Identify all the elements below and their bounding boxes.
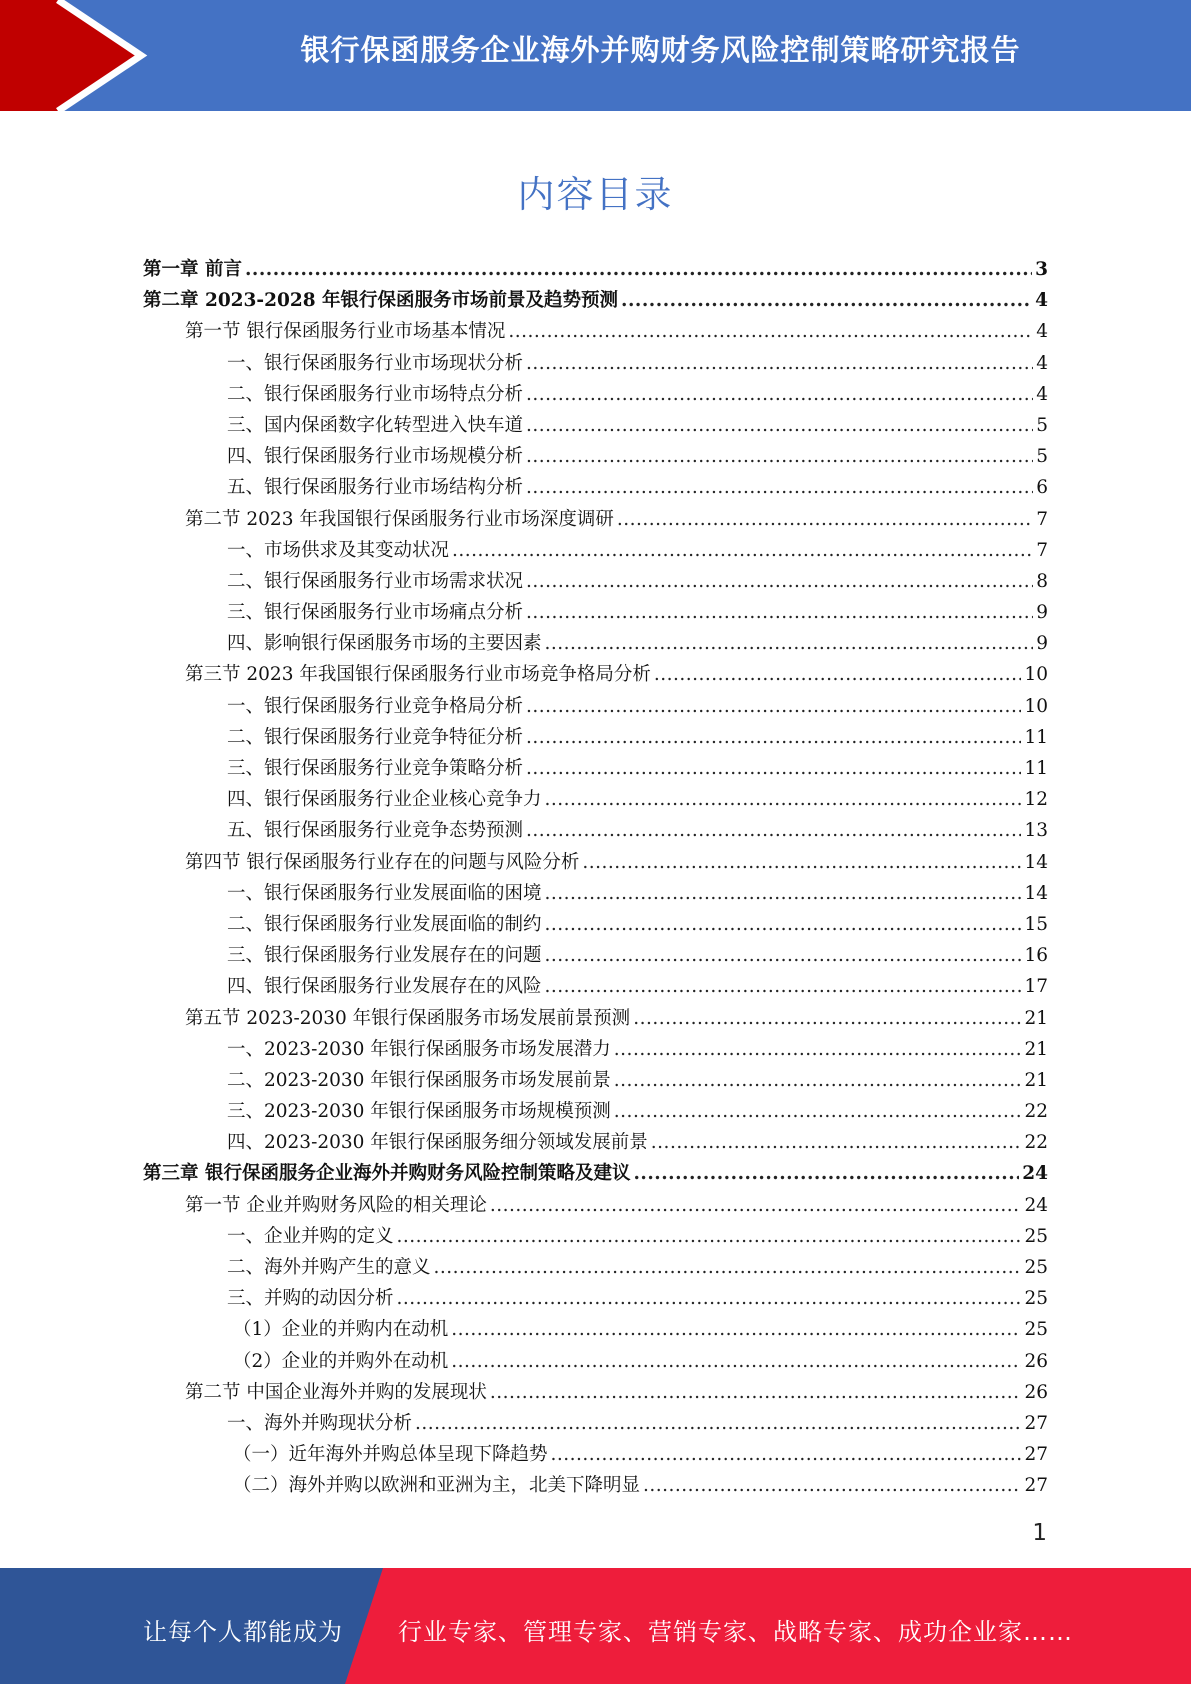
toc-entry-page: 14 <box>1024 882 1048 904</box>
toc-dot-leader <box>526 566 1033 597</box>
toc-entry-label: 二、海外并购产生的意义 <box>227 1257 431 1278</box>
toc-dot-leader <box>654 659 1022 690</box>
toc-entry-label: 三、2023-2030 年银行保函服务市场规模预测 <box>227 1101 611 1123</box>
toc-dot-leader <box>621 285 1032 316</box>
toc-entry-page: 12 <box>1024 789 1048 811</box>
toc-entry[interactable] <box>143 1190 1048 1221</box>
toc-entry-page: 16 <box>1024 945 1048 967</box>
toc-entry[interactable] <box>143 878 1048 909</box>
toc-entry-label: 第三章 银行保函服务企业海外并购财务风险控制策略及建议 <box>143 1163 631 1185</box>
toc-dot-leader <box>633 1003 1021 1034</box>
toc-entry-label: 三、银行保函服务行业竞争策略分析 <box>227 758 524 779</box>
toc-entry[interactable] <box>143 909 1048 940</box>
toc-entry[interactable] <box>143 348 1048 379</box>
toc-dot-leader <box>614 1096 1022 1127</box>
toc-entry-page: 25 <box>1024 1288 1048 1310</box>
toc-dot-leader <box>651 1127 1022 1158</box>
toc-entry-label: 一、银行保函服务行业市场现状分析 <box>227 352 524 374</box>
toc-dot-leader <box>643 1470 1021 1501</box>
toc-entry-page: 15 <box>1024 913 1048 935</box>
toc-dot-leader <box>397 1283 1022 1314</box>
report-title: 银行保函服务企业海外并购财务风险控制策略研究报告 <box>300 33 1021 67</box>
toc-entry[interactable] <box>143 1003 1048 1034</box>
toc-entry[interactable] <box>143 410 1048 441</box>
toc-entry[interactable] <box>143 1283 1048 1314</box>
toc-entry[interactable] <box>143 441 1048 472</box>
toc-entry-label: 三、银行保函服务行业发展存在的问题 <box>227 945 542 967</box>
toc-entry[interactable] <box>143 535 1048 566</box>
toc-entry[interactable] <box>143 815 1048 846</box>
toc-entry-page: 5 <box>1036 414 1048 436</box>
toc-entry-label: （二）海外并购以欧洲和亚洲为主，北美下降明显 <box>233 1475 641 1497</box>
toc-entry-page: 27 <box>1024 1412 1048 1434</box>
toc-dot-leader <box>551 1439 1022 1470</box>
toc-entry[interactable] <box>143 1034 1048 1065</box>
toc-entry-page: 26 <box>1024 1381 1048 1403</box>
toc-dot-leader <box>526 348 1033 379</box>
toc-entry[interactable] <box>143 1439 1048 1470</box>
toc-entry-page: 9 <box>1036 633 1048 655</box>
toc-entry-label: 二、银行保函服务行业市场需求状况 <box>227 570 524 592</box>
toc-entry-label: 二、银行保函服务行业发展面临的制约 <box>227 913 542 935</box>
toc-dot-leader <box>545 971 1022 1002</box>
toc-entry-page: 17 <box>1024 976 1048 998</box>
toc-entry-page: 24 <box>1024 1194 1048 1216</box>
toc-entry-page: 25 <box>1024 1257 1048 1278</box>
toc-dot-leader <box>526 441 1033 472</box>
toc-dot-leader <box>526 597 1033 628</box>
table-of-contents <box>143 254 1048 1502</box>
toc-entry-label: 三、国内保函数字化转型进入快车道 <box>227 414 524 436</box>
toc-entry-page: 21 <box>1024 1038 1048 1060</box>
toc-entry[interactable] <box>143 1377 1048 1408</box>
toc-entry-label: 二、银行保函服务行业市场特点分析 <box>227 383 524 405</box>
toc-dot-leader <box>633 1158 1019 1189</box>
toc-entry-page: 27 <box>1024 1444 1048 1466</box>
toc-entry-label: （1）企业的并购内在动机 <box>233 1319 449 1341</box>
toc-entry-page: 11 <box>1024 758 1048 779</box>
toc-entry[interactable] <box>143 1470 1048 1501</box>
toc-dot-leader <box>526 472 1033 503</box>
toc-entry-label: 第二节 2023 年我国银行保函服务行业市场深度调研 <box>185 508 614 530</box>
toc-dot-leader <box>490 1190 1022 1221</box>
toc-entry[interactable] <box>143 784 1048 815</box>
toc-dot-leader <box>526 753 1021 784</box>
footer-banner <box>0 1568 1191 1684</box>
toc-dot-leader <box>452 535 1033 566</box>
toc-entry-label: 一、企业并购的定义 <box>227 1225 394 1247</box>
toc-entry-page: 4 <box>1036 383 1048 405</box>
toc-entry[interactable] <box>143 1314 1048 1345</box>
toc-entry[interactable] <box>143 940 1048 971</box>
toc-entry[interactable] <box>143 753 1048 784</box>
toc-entry-page: 14 <box>1024 851 1048 873</box>
toc-dot-leader <box>545 628 1034 659</box>
toc-dot-leader <box>526 410 1033 441</box>
toc-dot-leader <box>508 316 1033 347</box>
toc-dot-leader <box>545 878 1022 909</box>
toc-dot-leader <box>526 379 1033 410</box>
toc-entry-label: 四、2023-2030 年银行保函服务细分领域发展前景 <box>227 1132 648 1154</box>
toc-entry-page: 24 <box>1022 1163 1048 1185</box>
toc-entry-label: 四、银行保函服务行业市场规模分析 <box>227 446 524 468</box>
arrow-chevron-icon <box>0 0 160 111</box>
toc-entry[interactable] <box>143 1096 1048 1127</box>
toc-entry-page: 11 <box>1024 726 1048 748</box>
toc-entry[interactable] <box>143 1221 1048 1252</box>
toc-entry-label: （2）企业的并购外在动机 <box>233 1350 449 1372</box>
toc-entry[interactable] <box>143 659 1048 690</box>
toc-dot-leader <box>545 940 1022 971</box>
toc-entry-label: 第四节 银行保函服务行业存在的问题与风险分析 <box>185 851 580 873</box>
toc-entry[interactable] <box>143 1127 1048 1158</box>
toc-entry-page: 6 <box>1036 477 1048 499</box>
toc-entry[interactable] <box>143 285 1048 316</box>
toc-entry-label: 第一节 银行保函服务行业市场基本情况 <box>185 321 506 343</box>
toc-entry-label: 四、银行保函服务行业发展存在的风险 <box>227 976 542 998</box>
toc-entry-page: 7 <box>1036 539 1048 561</box>
toc-dot-leader <box>617 504 1033 535</box>
toc-entry-label: 一、2023-2030 年银行保函服务市场发展潜力 <box>227 1038 611 1060</box>
toc-entry-page: 21 <box>1024 1007 1048 1029</box>
toc-entry[interactable] <box>143 254 1048 285</box>
toc-dot-leader <box>545 784 1022 815</box>
toc-dot-leader <box>451 1314 1021 1345</box>
toc-entry-label: 第一节 企业并购财务风险的相关理论 <box>185 1194 487 1216</box>
toc-entry-label: 一、海外并购现状分析 <box>227 1412 413 1434</box>
toc-entry[interactable] <box>143 1252 1048 1283</box>
toc-entry-page: 10 <box>1024 664 1048 686</box>
toc-entry-label: 第二章 2023-2028 年银行保函服务市场前景及趋势预测 <box>143 290 619 312</box>
toc-dot-leader <box>582 847 1021 878</box>
toc-entry[interactable] <box>143 597 1048 628</box>
toc-entry-page: 21 <box>1024 1069 1048 1091</box>
footer-slogan-right: 行业专家、管理专家、营销专家、战略专家、成功企业家…… <box>398 1618 1073 1646</box>
header-banner <box>0 0 1191 111</box>
toc-dot-leader <box>614 1034 1022 1065</box>
toc-entry-label: 第三节 2023 年我国银行保函服务行业市场竞争格局分析 <box>185 664 651 686</box>
toc-entry-page: 4 <box>1036 321 1048 343</box>
toc-dot-leader <box>415 1408 1021 1439</box>
toc-entry-page: 13 <box>1024 820 1048 842</box>
toc-entry-page: 5 <box>1036 446 1048 468</box>
toc-entry[interactable] <box>143 1158 1048 1189</box>
toc-entry-label: 五、银行保函服务行业竞争态势预测 <box>227 820 524 842</box>
toc-entry-label: 一、银行保函服务行业竞争格局分析 <box>227 695 524 717</box>
toc-entry-label: 五、银行保函服务行业市场结构分析 <box>227 477 524 499</box>
toc-entry-page: 4 <box>1035 290 1048 312</box>
toc-entry-page: 8 <box>1036 570 1048 592</box>
toc-dot-leader <box>397 1221 1022 1252</box>
toc-entry[interactable] <box>143 379 1048 410</box>
toc-entry-label: 第一章 前言 <box>143 259 242 280</box>
toc-entry-page: 10 <box>1024 695 1048 717</box>
toc-entry[interactable] <box>143 847 1048 878</box>
toc-dot-leader <box>526 691 1021 722</box>
footer-slogan-left: 让每个人都能成为 <box>143 1618 343 1646</box>
toc-entry-page: 22 <box>1024 1101 1048 1123</box>
toc-entry-page: 27 <box>1024 1475 1048 1497</box>
toc-entry-page: 26 <box>1024 1350 1048 1372</box>
toc-entry-page: 25 <box>1024 1319 1048 1341</box>
toc-dot-leader <box>526 722 1021 753</box>
toc-dot-leader <box>526 815 1021 846</box>
toc-entry-page: 25 <box>1024 1225 1048 1247</box>
toc-dot-leader <box>614 1065 1022 1096</box>
toc-entry-label: 三、银行保函服务行业市场痛点分析 <box>227 602 524 624</box>
toc-entry-label: 四、银行保函服务行业企业核心竞争力 <box>227 789 542 811</box>
toc-entry[interactable] <box>143 971 1048 1002</box>
toc-dot-leader <box>451 1346 1021 1377</box>
toc-dot-leader <box>434 1252 1022 1283</box>
toc-entry[interactable] <box>143 1065 1048 1096</box>
toc-entry[interactable] <box>143 316 1048 347</box>
toc-entry[interactable] <box>143 504 1048 535</box>
toc-entry[interactable] <box>143 628 1048 659</box>
toc-entry[interactable] <box>143 691 1048 722</box>
toc-entry[interactable] <box>143 1346 1048 1377</box>
toc-entry-page: 7 <box>1036 508 1048 530</box>
toc-entry[interactable] <box>143 722 1048 753</box>
toc-entry-label: 第二节 中国企业海外并购的发展现状 <box>185 1381 487 1403</box>
page-number: 1 <box>1032 1520 1047 1546</box>
toc-entry[interactable] <box>143 1408 1048 1439</box>
toc-entry-label: 二、银行保函服务行业竞争特征分析 <box>227 726 524 748</box>
toc-entry-label: 一、市场供求及其变动状况 <box>227 539 450 561</box>
toc-entry-label: 三、并购的动因分析 <box>227 1288 394 1310</box>
toc-heading: 内容目录 <box>517 173 674 216</box>
toc-entry-label: 二、2023-2030 年银行保函服务市场发展前景 <box>227 1069 611 1091</box>
toc-dot-leader <box>245 254 1032 285</box>
toc-entry-page: 4 <box>1036 352 1048 374</box>
toc-entry-page: 9 <box>1036 602 1048 624</box>
toc-entry-page: 3 <box>1035 259 1048 280</box>
toc-entry-label: 一、银行保函服务行业发展面临的困境 <box>227 882 542 904</box>
toc-entry[interactable] <box>143 472 1048 503</box>
toc-entry-label: 四、影响银行保函服务市场的主要因素 <box>227 633 542 655</box>
toc-dot-leader <box>545 909 1022 940</box>
toc-entry[interactable] <box>143 566 1048 597</box>
toc-entry-label: 第五节 2023-2030 年银行保函服务市场发展前景预测 <box>185 1007 631 1029</box>
toc-entry-label: （一）近年海外并购总体呈现下降趋势 <box>233 1444 548 1466</box>
toc-dot-leader <box>490 1377 1022 1408</box>
toc-entry-page: 22 <box>1024 1132 1048 1154</box>
